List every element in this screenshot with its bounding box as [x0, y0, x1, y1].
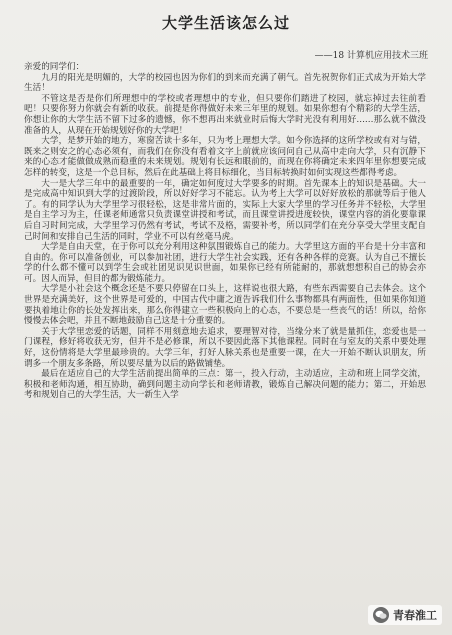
- document-title: 大学生活该怎么过: [161, 14, 290, 32]
- paragraph: 最后在适应自己的大学生活前提出简单的三点：第一，投入行动，主动适应，主动和班上同学交流，积极和老师沟通，相互协助，确到问题主动向学长和老师请教，锻炼自己解决问题的能力；第二，开始思考和规划自己的大学生活，大一新生入学: [24, 369, 426, 401]
- document-byline: ——18 计算机应用技术三班: [314, 51, 428, 61]
- paragraph: 九月的阳光是明媚的，大学的校园也因为你们的到来而充满了朝气。首先祝贺你们正式成为开始大学生活！: [24, 72, 426, 94]
- watermark-text: 青春淮工: [393, 609, 437, 622]
- paragraph: 关于大学里恋爱的话题，同样不用刻意地去追求，要理智对待，当缘分来了就是量抓住，恋爱也是一门课程，修好将收获无穷，但并不是必修课，所以不要因此落下其他课程。同时在与室友的关系中要处理好，这份情将是大学里最珍贵的。大学三年，打好人脉关系也是重要一课，在大一开始不断认识朋友，所谓多一个朋友多条路，所以要尽量为以后的路做铺垫。: [24, 326, 426, 369]
- greeting: 亲爱的同学们：: [24, 62, 85, 72]
- paragraph: 大一是大学三年中的最重要的一年，确定如何度过大学要多的时期。首先课本上的知识是基础。大一是完成高中知识到大学的过渡阶段，所以好好学习不能忘。认为考上大学可以好好放松的那就等后于他人了。有的同学认为大学里学习很轻松，这是非常片面的，实际上大家大学里的学习任务并不轻松，大学里是自主学习为主，任课老师通常只负责课堂讲授和考试，而且课堂讲授进度较快，课堂内容的消化要靠课后自习时间完成，大学里学习仍然有考试，考试不及格，需要补考，所以同学们在充分享受大学里支配自己时间和安排自己生活的同时，学业不可以有丝毫马虎。: [24, 178, 426, 242]
- watermark: [368, 605, 442, 625]
- paragraph: 大学是小社会这个概念还是不要只停留在口头上，这样说也很大路，有些东西需要自己去体会。这个世界是充满美好，这个世界是可爱的，中国古代中庸之道告诉我们什么事物都具有两面性，但如果你知道要执着地让你的长处发挥出来，那么你得建立一些积极向上的心态，不要总是一些丧气的话！所以，给你慢慢去体会吧，并且不断地鼓励自己这是十分重要的。: [24, 284, 426, 327]
- paragraph: 不管这是否是你们所理想中的学校或者理想中的专业，但只要你们踏进了校园，就忘掉过去往前看吧！只要你努力你就会有新的收获。前提是你得做好未来三年里的规划。如果你想有个精彩的大学生活，你想让你的大学生活不留下过多的遗憾，你不想再出来就业时后悔大学时光没有利用好……那么就不做没准备的人，从现在开始规划好你的大学吧！: [24, 93, 426, 136]
- wechat-icon: [373, 607, 389, 623]
- paragraph: 大学是自由天堂，在于你可以充分利用这种氛围锻炼自己的能力。大学里这方面的平台是十分丰富和自由的。你可以准备创业，可以参加社团，进行大学生社会实践，还有各种各样的竞赛。认为自己不擅长学的什么都不懂可以到学生会或社团见识见识世面，如果你已经有所能耐的，那就想想积自己的协会亦可。因人而异，但目的都为锻炼能力。: [24, 242, 426, 284]
- paragraph: 大学，是梦开始的地方，寒窗苦读十多年，只为考上理想大学。如今你选择的这所学校或有对与错，既来之则安之的心态必须有，而我们在你没有看着文字上前就应该问问自己从高中走向大学，只有沉静下来的心态才能做做成熟而稳重的未来规划。规划有长远和眼前的，而现在你将确定未来四年里你想要完成怎样的转变，这是一个总目标，然后在此基础上将目标细化，当目标转换时如何实现这些都得考虑。: [24, 136, 426, 178]
- document-body: [24, 62, 426, 401]
